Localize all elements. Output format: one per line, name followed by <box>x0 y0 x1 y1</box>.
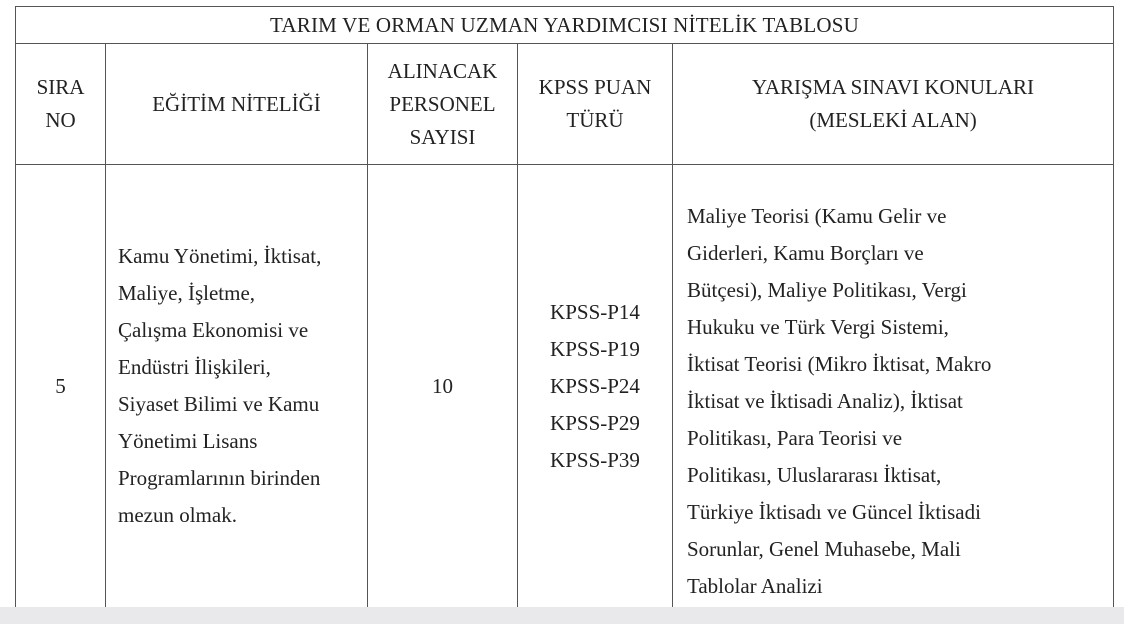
header-sira-no: SIRA NO <box>16 44 106 165</box>
table-title: TARIM VE ORMAN UZMAN YARDIMCISI NİTELİK TABLOSU <box>16 7 1114 44</box>
cell-personel-sayisi: 10 <box>368 165 518 608</box>
cell-sira-no: 5 <box>16 165 106 608</box>
header-kpss-puan-turu: KPSS PUAN TÜRÜ <box>518 44 673 165</box>
table-row <box>16 165 1114 608</box>
header-alinacak-personel: ALINACAK PERSONEL SAYISI <box>368 44 518 165</box>
cell-egitim-niteligi: Kamu Yönetimi, İktisat, Maliye, İşletme, Çalışma Ekonomisi ve Endüstri İlişkileri, Siyaset Bilimi ve Kamu Yönetimi Lisans Programlarının birinden mezun olmak. <box>106 165 368 608</box>
header-egitim-niteligi: EĞİTİM NİTELİĞİ <box>106 44 368 165</box>
qualification-table <box>15 6 1114 607</box>
header-sinav-konulari: YARIŞMA SINAVI KONULARI (MESLEKİ ALAN) <box>673 44 1114 165</box>
cell-kpss-puan-turu: KPSS-P14 KPSS-P19 KPSS-P24 KPSS-P29 KPSS-P39 <box>518 165 673 608</box>
cell-sinav-konulari: Maliye Teorisi (Kamu Gelir ve Giderleri, Kamu Borçları ve Bütçesi), Maliye Politikası, Vergi Hukuku ve Türk Vergi Sistemi, İktisat Teorisi (Mikro İktisat, Makro İktisat ve İktisadi Analiz), İktisat Politikası, Para Teorisi ve Politikası, Uluslararası İktisat, Türkiye İktisadı ve Güncel İktisadi Sorunlar, Genel Muhasebe, Mali Tablolar Analizi <box>673 165 1114 608</box>
bottom-strip <box>0 607 1124 624</box>
